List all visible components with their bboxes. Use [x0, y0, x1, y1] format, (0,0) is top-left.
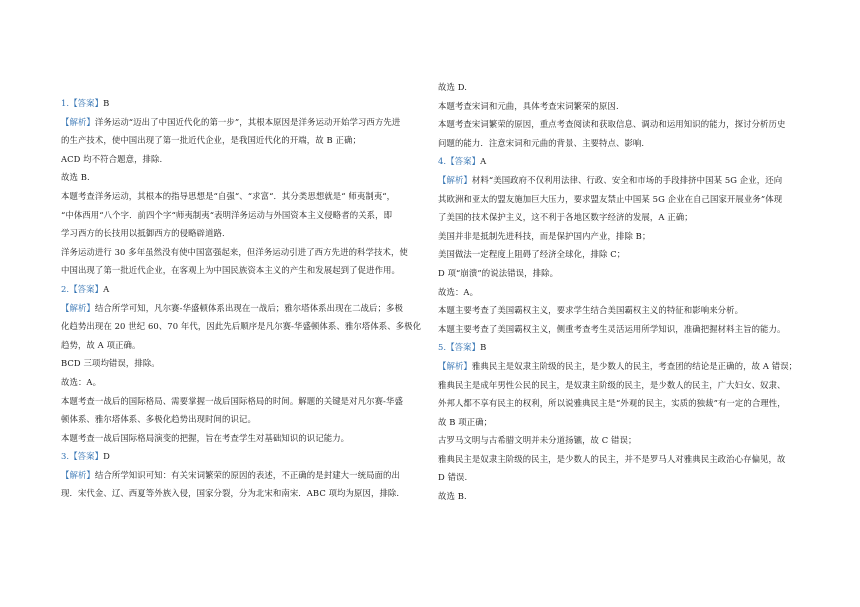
analysis-text: 雅典民主是奴隶主阶级的民主，是少数人的民主，考查团的结论是正确的，故 A 错误；	[471, 360, 798, 371]
answer-tag: 【答案】	[69, 283, 104, 294]
analysis-text: 结合所学可知，凡尔赛-华盛顿体系出现在一战后；雅尔塔体系出现在二战后；多极	[94, 302, 403, 313]
text-line: 了美国的技术保护主义，这不利于各地区数字经济的发展，A 正确；	[438, 212, 693, 223]
analysis-line	[61, 113, 423, 132]
text-line: 美国并非是抵制先进科技，而是保护国内产业，排除 B；	[438, 230, 651, 241]
text-line: 故选 D.	[438, 82, 467, 92]
answer-value: B	[480, 342, 487, 353]
text-line: 故选 B.	[61, 172, 90, 183]
text-line: 故选：A。	[438, 286, 479, 297]
text-line: 现．宋代金、辽、西夏等外族入侵，国家分裂，分为北宋和南宋．ABC 项均为原因，排除.	[61, 488, 400, 499]
text-line: BCD 三项均错误，排除。	[61, 358, 160, 369]
right-column	[438, 78, 800, 506]
text-line: 中国出现了第一批近代企业，在客观上为中国民族资本主义的产生和发展起到了促进作用。	[61, 265, 400, 276]
text-line: ACD 均不符合题意，排除.	[61, 153, 163, 164]
question-number: 3.	[61, 451, 70, 462]
text-line: 本题考查一战后国际格局演变的把握，旨在考查学生对基础知识的识记能力。	[61, 432, 350, 443]
analysis-tag: 【解析】	[61, 469, 95, 480]
answer-line	[438, 152, 800, 171]
answer-value: A	[103, 283, 110, 294]
answer-value: A	[480, 156, 487, 167]
text-line: 美国做法一定程度上阻碍了经济全球化，排除 C；	[438, 249, 626, 260]
text-line: 外邦人都不享有民主的权利，所以说雅典民主是“外观的民主，实质的独裁”有一定的合理性，	[438, 398, 786, 409]
text-line: 故选：A。	[61, 376, 102, 387]
text-line: 本题考查洋务运动，其根本的指导思想是“自强“、“求富“．其分类思想就是“ 师夷制夷“，	[61, 190, 396, 201]
question-number: 5.	[438, 342, 447, 353]
question-number: 1.	[61, 98, 70, 108]
analysis-text: 材料“美国政府不仅利用法律、行政、安全和市场的手段排挤中国某 5G 企业，还向	[471, 174, 783, 185]
text-line: 化趋势出现在 20 世纪 60、70 年代，因此先后顺序是凡尔赛-华盛顿体系、雅尔塔体系、多极化	[61, 321, 422, 332]
text-line: D 项“崩溃”的说法错误，排除。	[438, 267, 559, 278]
answer-line	[61, 280, 423, 299]
text-line: 本题考查宋词繁荣的原因，重点考查阅读和获取信息、调动和运用知识的能力，探讨分析历史	[438, 119, 786, 130]
analysis-tag: 【解析】	[438, 360, 472, 371]
analysis-line	[61, 299, 423, 318]
text-line: 的生产技术，使中国出现了第一批近代企业，是我国近代化的开端，故 B 正确；	[61, 135, 361, 146]
answer-tag: 【答案】	[69, 451, 104, 462]
text-line: 本题主要考查了美国霸权主义，要求学生结合美国霸权主义的特征和影响来分析。	[438, 305, 744, 316]
text-line: 本题考查宋词和元曲，具体考查宋词繁荣的原因.	[438, 100, 619, 111]
text-line: 问题的能力．注意宋词和元曲的背景、主要特点、影响.	[438, 137, 645, 148]
answer-line	[61, 94, 423, 113]
analysis-tag: 【解析】	[61, 302, 95, 313]
text-line: 故选 B.	[438, 491, 467, 502]
text-line: 学习西方的长技用以抵御西方的侵略辟道路．	[61, 228, 231, 239]
text-line: 趋势，故 A 项正确。	[61, 339, 141, 350]
analysis-tag: 【解析】	[61, 116, 95, 127]
text-line: 本题考查一战后的国际格局、需要掌握一战后国际格局的时间。解题的关键是对凡尔赛-华盛	[61, 395, 403, 406]
text-line: 其欧洲和亚太的盟友施加巨大压力，要求盟友禁止中国某 5G 企业在自己国家开展业务”体现	[438, 193, 783, 204]
question-number: 4.	[438, 156, 447, 167]
analysis-line	[61, 466, 423, 485]
analysis-text: 结合所学知识可知：有关宋词繁荣的原因的表述，不正确的是封建大一统局面的出	[94, 469, 401, 480]
analysis-line	[438, 171, 800, 190]
text-line: 雅典民主是成年男性公民的民主，是奴隶主阶级的民主，是少数人的民主，广大妇女、奴隶、	[438, 379, 786, 390]
analysis-line	[438, 357, 800, 376]
text-line: 故 B 项正确；	[438, 416, 493, 427]
left-column	[61, 94, 423, 503]
answer-tag: 【答案】	[446, 342, 481, 353]
text-line: D 错误.	[438, 472, 468, 483]
answer-tag: 【答案】	[69, 98, 104, 108]
text-line: 雅典民主是奴隶主阶级的民主，是少数人的民主，并不是罗马人对雅典民主政治心存偏见，故	[438, 453, 786, 464]
analysis-text: 洋务运动“迈出了中国近代化的第一步”，其根本原因是洋务运动开始学习西方先进	[94, 116, 401, 127]
text-line: 顿体系、雅尔塔体系、多极化趋势出现时间的识记。	[61, 414, 256, 425]
text-line: 本题主要考查了美国霸权主义，侧重考查考生灵活运用所学知识，准确把握材料主旨的能力。	[438, 323, 786, 334]
text-line: 古罗马文明与古希腊文明并未分道扬镳，故 C 错误；	[438, 435, 637, 446]
answer-tag: 【答案】	[446, 156, 481, 167]
text-line: 洋务运动进行 30 多年虽然没有使中国富强起来，但洋务运动引进了西方先进的科学技术，使	[61, 246, 408, 257]
answer-line	[438, 338, 800, 357]
text-line: “中体西用“八个字．前四个字“师夷制夷“表明洋务运动与外国资本主义侵略者的关系，即	[61, 209, 393, 220]
answer-line	[61, 447, 423, 466]
answer-value: D	[103, 451, 110, 462]
question-number: 2.	[61, 283, 70, 294]
analysis-tag: 【解析】	[438, 174, 472, 185]
answer-value: B	[103, 98, 110, 108]
